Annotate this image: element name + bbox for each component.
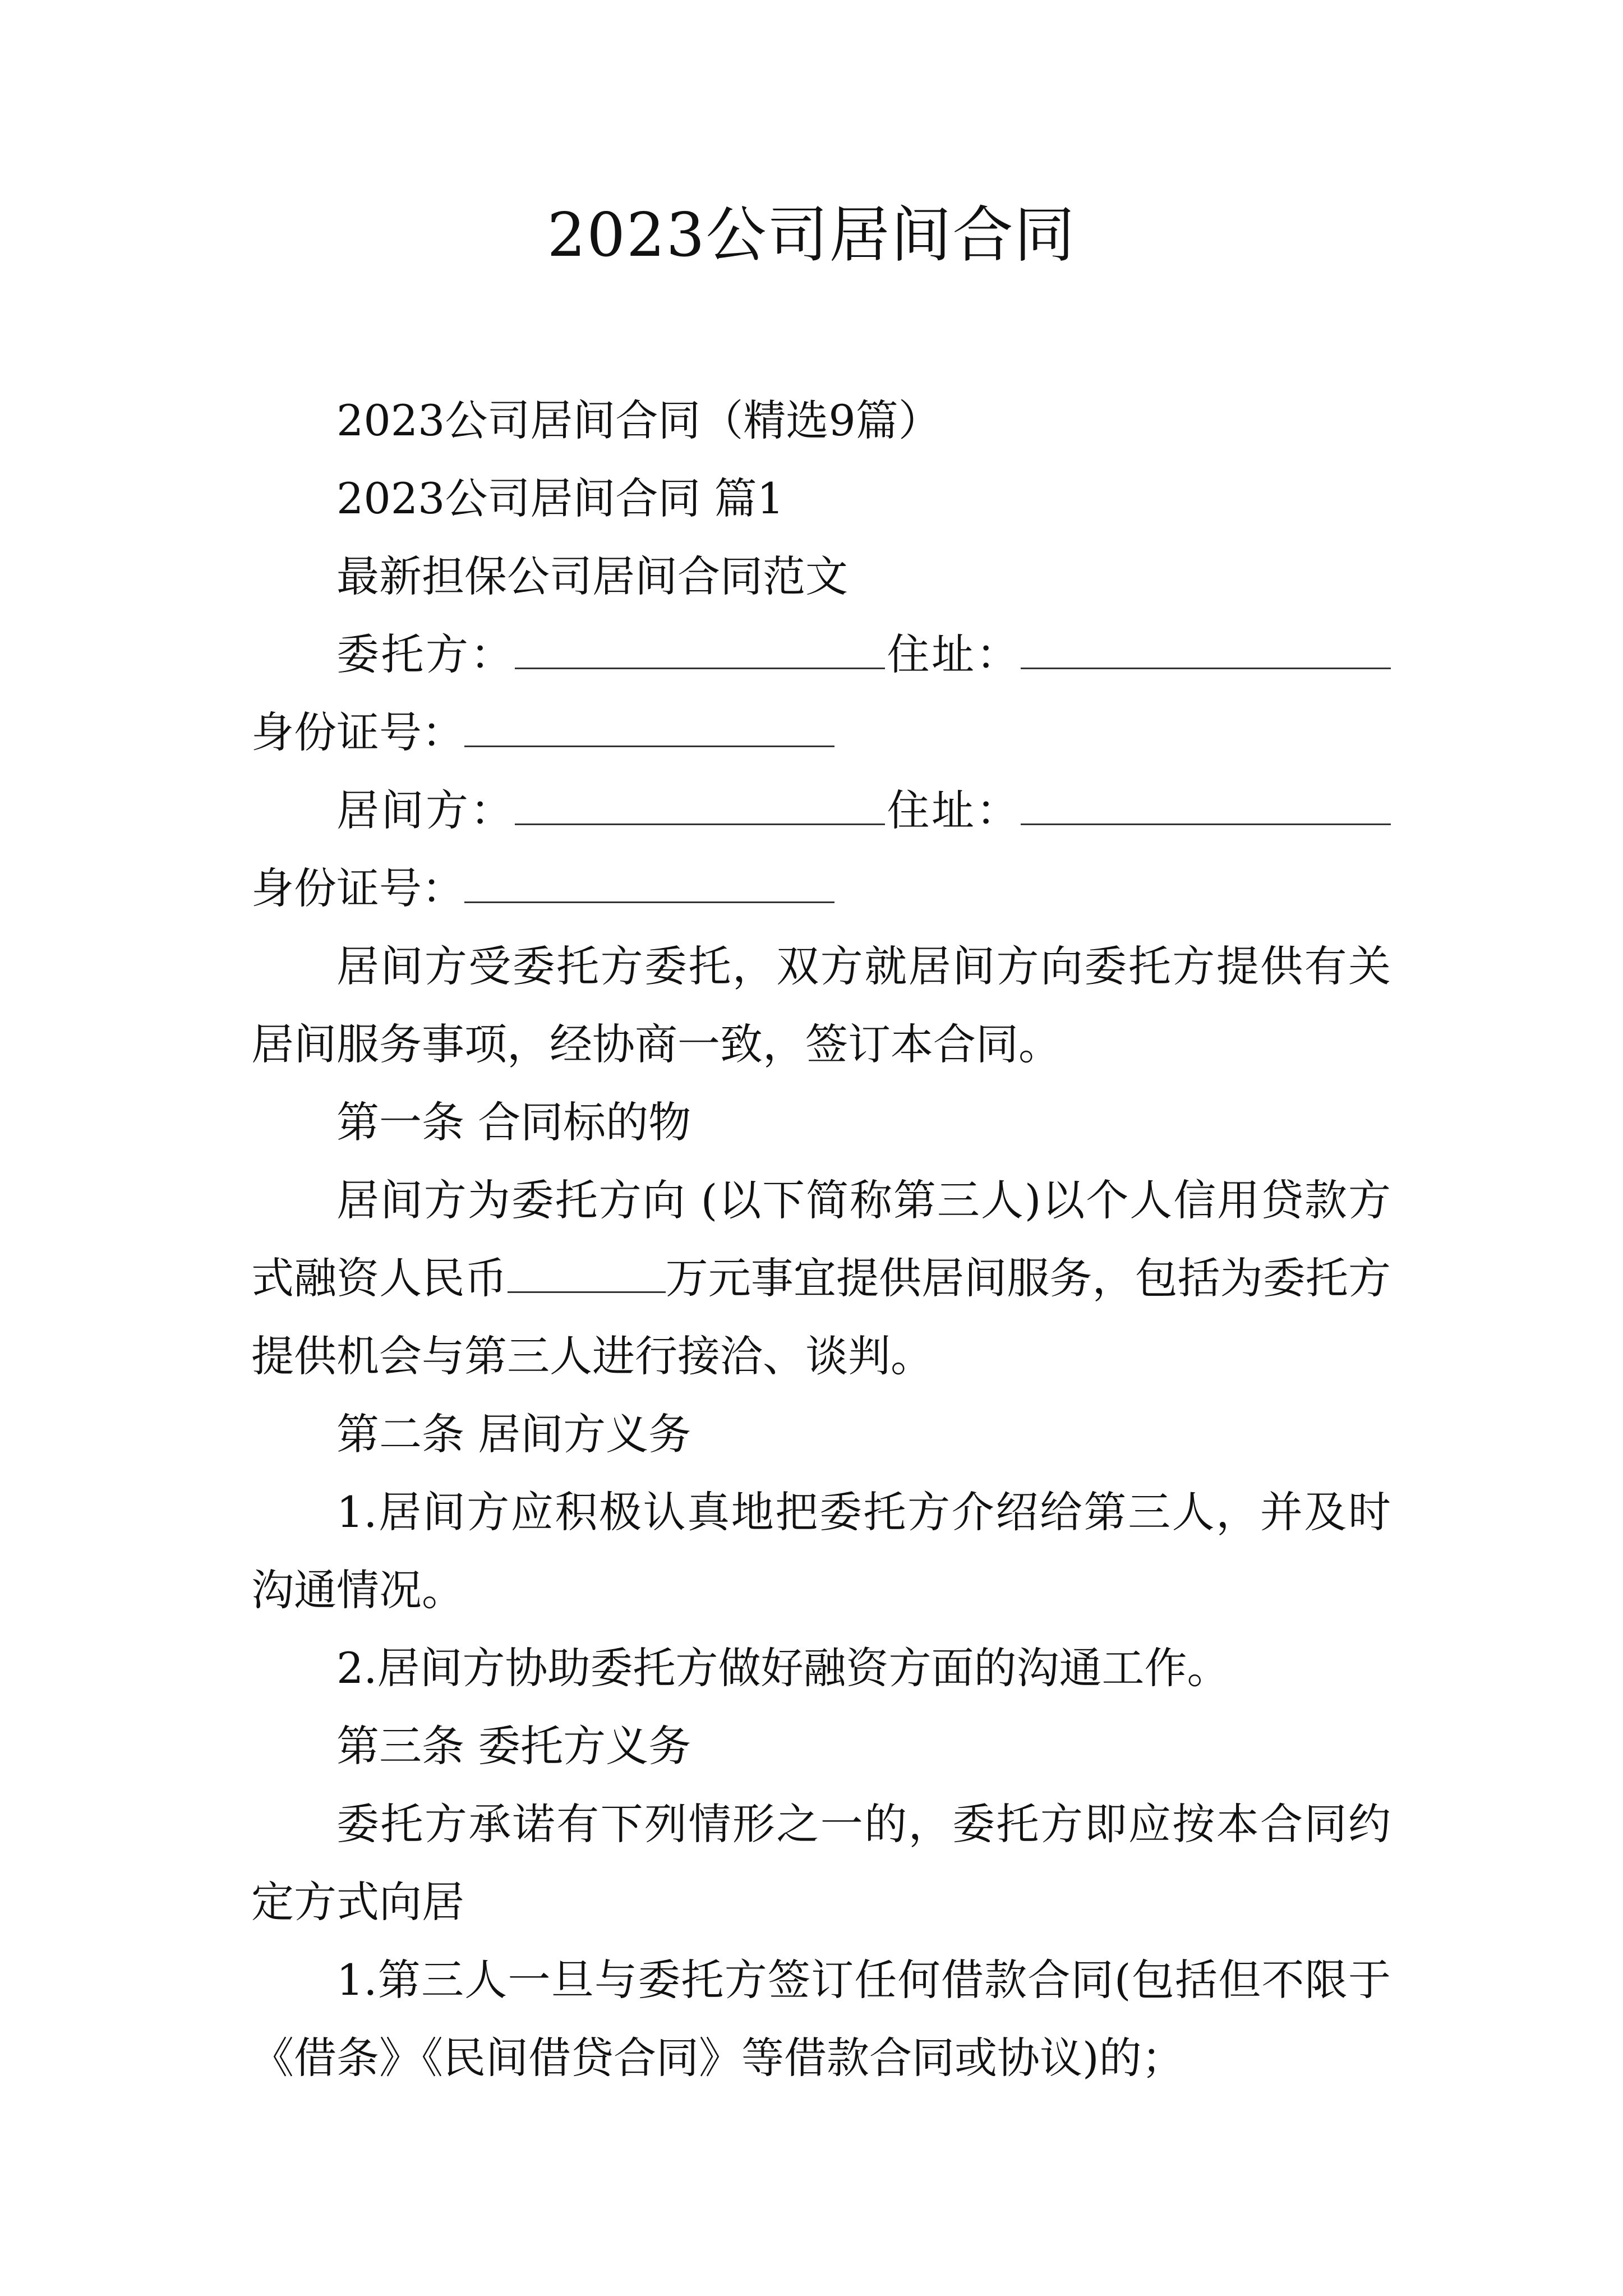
intermediary-address-blank — [1021, 775, 1391, 825]
template-name: 最新担保公司居间合同范文 — [336, 551, 848, 601]
article1-text-after: 万元事宜提供居间服务，包括为委托方提供机会与第三人进行接洽、谈判。 — [251, 1253, 1391, 1381]
article1-paragraph — [251, 1161, 1391, 1395]
article1-heading: 第一条 合同标的物 — [336, 1097, 691, 1147]
client-line — [251, 615, 1391, 771]
client-address-blank — [1021, 619, 1391, 669]
intro-paragraph: 居间方受委托方委托，双方就居间方向委托方提供有关居间服务事项，经协商一致，签订本合同。 — [251, 941, 1391, 1069]
client-name-blank — [515, 619, 885, 669]
section-heading: 2023公司居间合同 篇1 — [336, 473, 784, 523]
article2-heading: 第二条 居间方义务 — [336, 1409, 691, 1459]
article1-text-before: 居间方为委托方向 (以下简称第三人)以个人信用贷款方式融资人民币 — [251, 1175, 1391, 1303]
intermediary-id-blank — [464, 853, 834, 903]
article2-item1: 1.居间方应积极认真地把委托方介绍给第三人，并及时沟通情况。 — [251, 1487, 1391, 1615]
article3-item1: 1.第三人一旦与委托方签订任何借款合同(包括但不限于《借条》《民间借贷合同》等借款合同或协议)的； — [251, 1955, 1391, 2083]
intermediary-address-label: 住址： — [885, 785, 1021, 835]
intermediary-label: 居间方： — [336, 785, 515, 835]
client-id-label: 身份证号： — [251, 707, 464, 757]
client-address-label: 住址： — [885, 629, 1021, 679]
intermediary-line — [251, 771, 1391, 927]
intermediary-name-blank — [515, 775, 885, 825]
client-id-blank — [464, 697, 834, 747]
intermediary-id-label: 身份证号： — [251, 863, 464, 913]
document-body — [251, 381, 1391, 2097]
article3-heading: 第三条 委托方义务 — [336, 1721, 691, 1771]
article2-item2: 2.居间方协助委托方做好融资方面的沟通工作。 — [336, 1643, 1230, 1693]
subtitle: 2023公司居间合同（精选9篇） — [336, 395, 941, 445]
amount-blank — [508, 1243, 666, 1293]
document-title: 2023公司居间合同 — [547, 200, 1076, 270]
article3-paragraph: 委托方承诺有下列情形之一的，委托方即应按本合同约定方式向居 — [251, 1799, 1391, 1927]
client-label: 委托方： — [336, 629, 515, 679]
